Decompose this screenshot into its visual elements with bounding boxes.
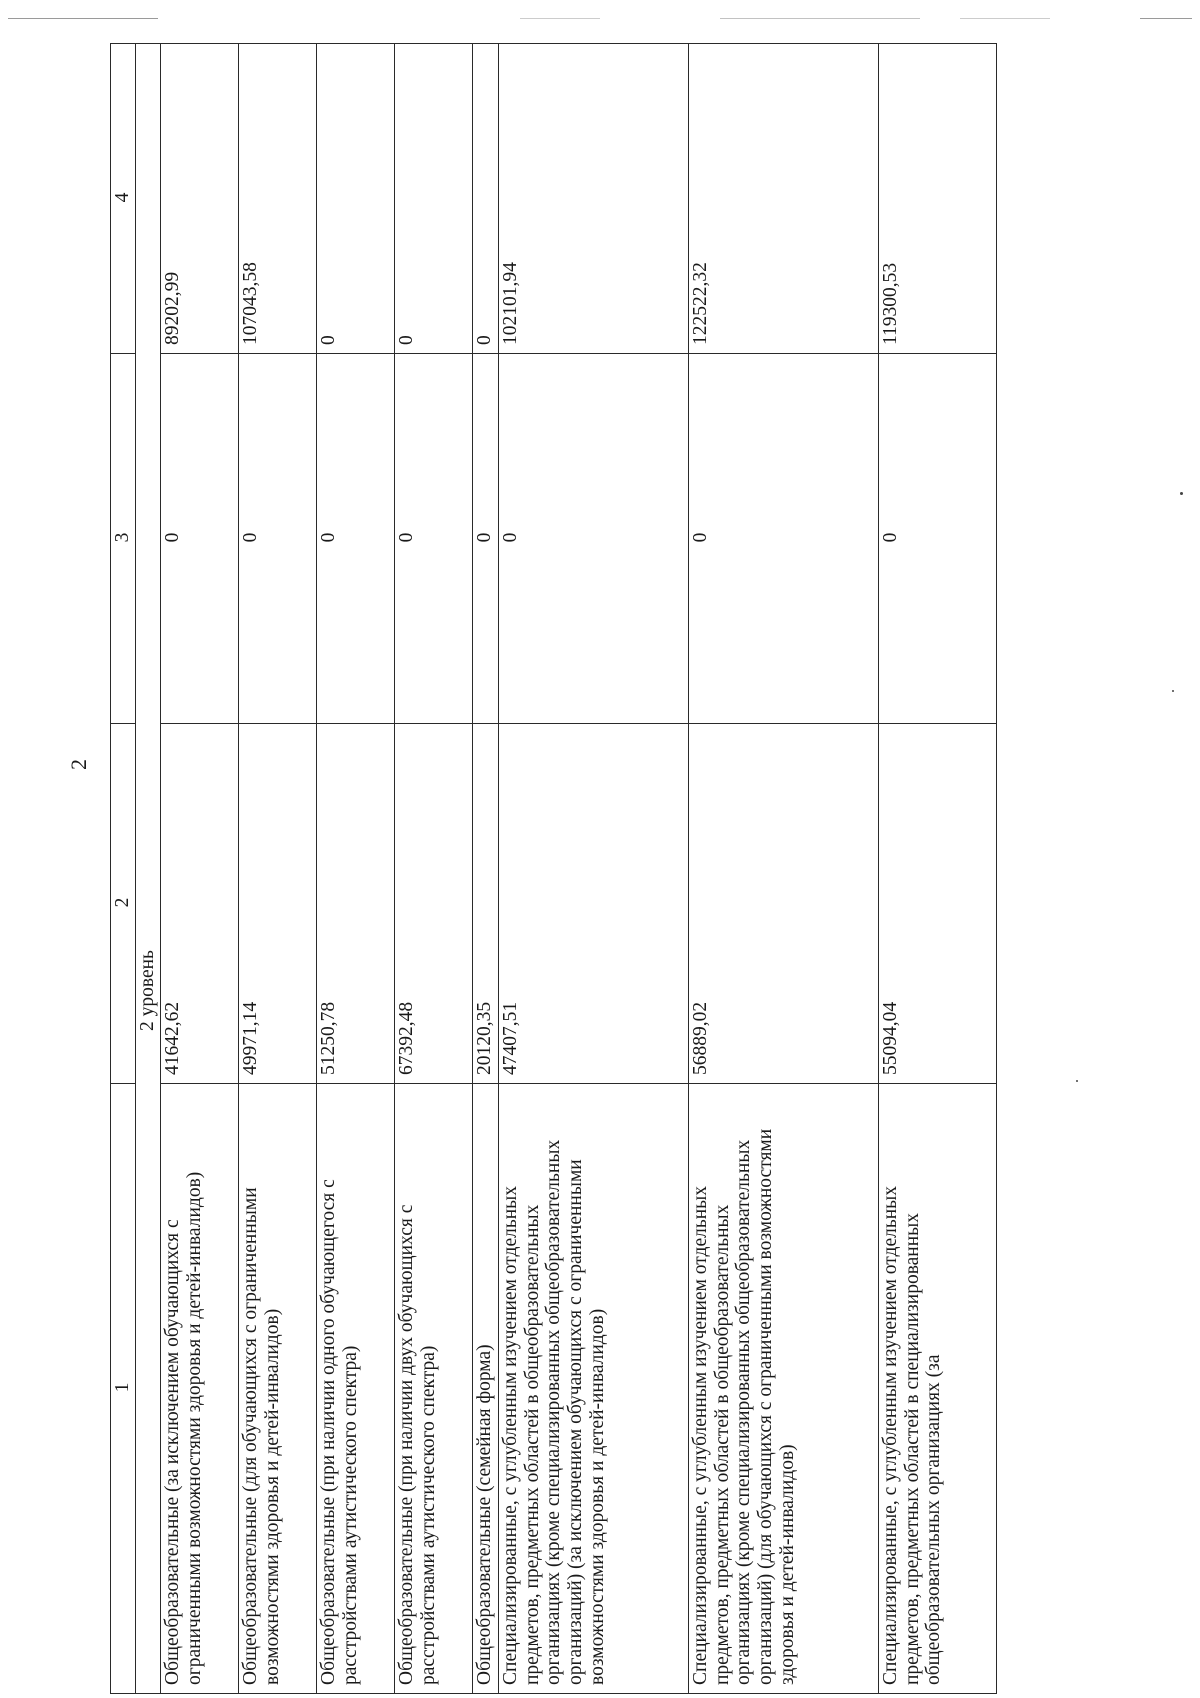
row-col3-value: 0	[878, 354, 996, 724]
table-row	[238, 44, 316, 1694]
row-name: Общеобразовательные (при наличии двух обучающихся с расстройствами аутистического спектра)	[394, 1084, 472, 1694]
row-col2-value: 51250,78	[316, 724, 394, 1084]
row-col3-value: 0	[472, 354, 498, 724]
scan-artifact-line	[960, 18, 1050, 19]
row-col4-value: 0	[472, 44, 498, 354]
row-col2-value: 20120,35	[472, 724, 498, 1084]
row-name: Общеобразовательные (для обучающихся с ограниченными возможностями здоровья и детей-инвалидов)	[238, 1084, 316, 1694]
row-col3-value: 0	[688, 354, 878, 724]
scan-artifact-line	[8, 18, 158, 19]
row-col2-value: 55094,04	[878, 724, 996, 1084]
scan-artifact-line	[720, 18, 920, 19]
row-name: Специализированные, с углубленным изучением отдельных предметов, предметных областей в общеобразовательных организациях (кроме специализированных общеобразовательных организаций) (за исключением обучающихся с ограниченными возможностями здоровья и детей-инвалидов)	[498, 1084, 688, 1694]
table-row	[316, 44, 394, 1694]
row-col4-value: 119300,53	[878, 44, 996, 354]
table-row	[394, 44, 472, 1694]
table-row	[160, 44, 238, 1694]
table-row	[688, 44, 878, 1694]
row-col2-value: 41642,62	[160, 724, 238, 1084]
row-col2-value: 49971,14	[238, 724, 316, 1084]
row-col3-value: 0	[160, 354, 238, 724]
scan-artifact-line	[1140, 18, 1192, 19]
row-name: Общеобразовательные (семейная форма)	[472, 1084, 498, 1694]
row-col4-value: 0	[394, 44, 472, 354]
row-name: Специализированные, с углубленным изучением отдельных предметов, предметных областей в специализированных общеобразовательных организациях (за	[878, 1084, 996, 1694]
table-row	[878, 44, 996, 1694]
page-number: 2	[66, 759, 91, 770]
row-col2-value: 56889,02	[688, 724, 878, 1084]
row-col3-value: 0	[394, 354, 472, 724]
table-row	[472, 44, 498, 1694]
row-col3-value: 0	[498, 354, 688, 724]
row-col3-value: 0	[238, 354, 316, 724]
level-label: 2 уровень	[135, 44, 160, 1694]
table-header-row	[111, 44, 136, 1694]
level-row	[135, 44, 160, 1694]
column-header: 2	[111, 724, 136, 1084]
row-col4-value: 122522,32	[688, 44, 878, 354]
column-header: 1	[111, 1084, 136, 1694]
scan-speck	[1076, 1080, 1078, 1082]
row-name: Специализированные, с углубленным изучением отдельных предметов, предметных областей в общеобразовательных организациях (кроме специализированных общеобразовательных организаций) (для обучающихся с ограниченными возможностями здоровья и детей-инвалидов)	[688, 1084, 878, 1694]
row-col3-value: 0	[316, 354, 394, 724]
rotated-page-content	[110, 44, 1068, 1694]
scan-speck	[1180, 492, 1183, 495]
row-name: Общеобразовательные (при наличии одного обучающегося с расстройствами аутистического спектра)	[316, 1084, 394, 1694]
row-col2-value: 47407,51	[498, 724, 688, 1084]
row-col4-value: 0	[316, 44, 394, 354]
tariff-table	[110, 43, 997, 1694]
column-header: 3	[111, 354, 136, 724]
column-header: 4	[111, 44, 136, 354]
row-col4-value: 102101,94	[498, 44, 688, 354]
table-row	[498, 44, 688, 1694]
row-col4-value: 107043,58	[238, 44, 316, 354]
row-name: Общеобразовательные (за исключением обучающихся с ограниченными возможностями здоровья и детей-инвалидов)	[160, 1084, 238, 1694]
scan-speck	[1172, 690, 1174, 692]
row-col4-value: 89202,99	[160, 44, 238, 354]
row-col2-value: 67392,48	[394, 724, 472, 1084]
scan-artifact-line	[520, 18, 600, 19]
